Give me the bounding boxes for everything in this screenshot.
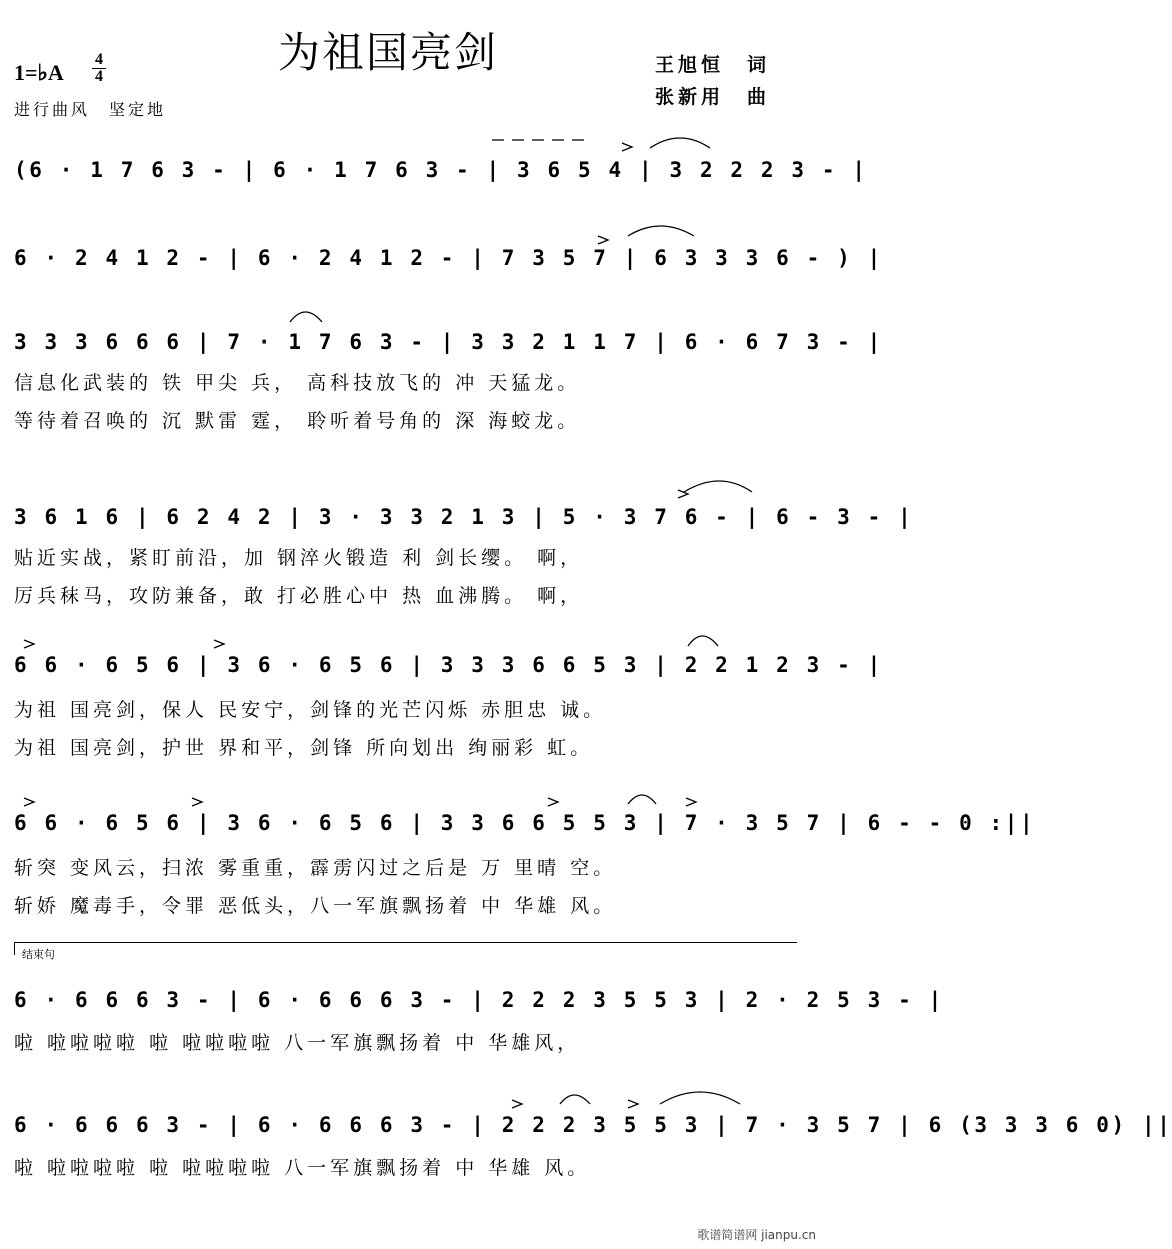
- lyric-row-6-verse-2: 斩娇 魔毒手，令罪 恶低头，八一军旗飘扬着 中 华雄 风。: [14, 895, 617, 917]
- notes-row-3: 3 3 3 6 6 6 | 7 · 1 7 6 3 - | 3 3 2 1 1 7 | 6 · 6 7 3 - |: [14, 330, 883, 354]
- end-section-label: 结束句: [22, 948, 55, 961]
- lyric-row-4-verse-1: 贴近实战，紧盯前沿，加 钢淬火锻造 利 剑长缨。 啊，: [14, 547, 584, 569]
- accent-mark: [214, 640, 224, 648]
- triplet-slur-row-2: [628, 226, 694, 236]
- song-title: 为祖国亮剑: [278, 28, 499, 77]
- notes-row-7: 6 · 6 6 6 3 - | 6 · 6 6 6 3 - | 2 2 2 3 5 5 3 | 2 · 2 5 3 - |: [14, 988, 944, 1012]
- lyric-row-4-verse-2: 厉兵秣马，攻防兼备，敢 打必胜心中 热 血沸腾。 啊，: [14, 585, 584, 607]
- triplet-slur-row-8: [660, 1092, 740, 1104]
- lyric-row-3-verse-1: 信息化武装的 铁 甲尖 兵， 高科技放飞的 冲 天猛龙。: [14, 372, 581, 394]
- accent-mark: [628, 1100, 638, 1108]
- time-signature-top: 4: [95, 51, 103, 68]
- slur-row-8: [560, 1095, 590, 1104]
- time-signature-bottom: 4: [95, 68, 103, 85]
- accent-mark: [24, 640, 34, 648]
- lyric-row-6-verse-1: 斩突 变风云，扫浓 雾重重，霹雳闪过之后是 万 里晴 空。: [14, 857, 617, 879]
- triplet-slur-row-1: [650, 138, 710, 148]
- notes-row-4: 3 6 1 6 | 6 2 4 2 | 3 · 3 3 2 1 3 | 5 · 3 7 6 - | 6 - 3 - |: [14, 505, 914, 529]
- notes-row-1: (6 · 1 7 6 3 - | 6 · 1 7 6 3 - | 3 6 5 4 | 3 2 2 2 3 - |: [14, 158, 868, 182]
- accent-mark: [598, 236, 608, 244]
- lyric-row-7-verse-1: 啦 啦啦啦啦 啦 啦啦啦啦 八一军旗飘扬着 中 华雄风，: [14, 1032, 581, 1054]
- notes-row-5: 6 6 · 6 5 6 | 3 6 · 6 5 6 | 3 3 3 6 6 5 3 | 2 2 1 2 3 - |: [14, 653, 883, 677]
- site-watermark: 歌谱简谱网 jianpu.cn: [697, 1228, 816, 1242]
- lyric-row-5-verse-1: 为祖 国亮剑，保人 民安宁，剑锋的光芒闪烁 赤胆忠 诚。: [14, 699, 607, 721]
- key-signature: 1=♭A: [14, 60, 64, 85]
- accent-mark: [512, 1100, 522, 1108]
- composer: 张新用 曲: [655, 86, 771, 108]
- accent-mark: [686, 798, 696, 806]
- lyric-row-5-verse-2: 为祖 国亮剑，护世 界和平，剑锋 所向划出 绚丽彩 虹。: [14, 737, 594, 759]
- lyric-row-3-verse-2: 等待着召唤的 沉 默雷 霆， 聆听着号角的 深 海蛟龙。: [14, 410, 581, 432]
- lyricist: 王旭恒 词: [655, 54, 771, 76]
- lyric-row-8-verse-1: 啦 啦啦啦啦 啦 啦啦啦啦 八一军旗飘扬着 中 华雄 风。: [14, 1157, 591, 1179]
- notes-row-8: 6 · 6 6 6 3 - | 6 · 6 6 6 3 - | 2 2 2 3 5 5 3 | 7 · 3 5 7 | 6 (3 3 3 6 0) ||: [14, 1113, 1172, 1137]
- notes-row-2: 6 · 2 4 1 2 - | 6 · 2 4 1 2 - | 7 3 5 7 | 6 3 3 3 6 - ) |: [14, 246, 883, 270]
- slur-row-3: [290, 312, 322, 322]
- accent-mark: [622, 143, 632, 151]
- slur-row-6: [628, 795, 656, 804]
- tempo-style: 进行曲风 坚定地: [14, 100, 167, 119]
- accent-mark: [548, 798, 558, 806]
- notes-row-6: 6 6 · 6 5 6 | 3 6 · 6 5 6 | 3 3 6 6 5 5 3 | 7 · 3 5 7 | 6 - - 0 :||: [14, 811, 1036, 835]
- slur-row-5: [688, 636, 718, 646]
- accent-mark: [24, 798, 34, 806]
- accent-mark: [192, 798, 202, 806]
- slur-row-4: [684, 481, 752, 492]
